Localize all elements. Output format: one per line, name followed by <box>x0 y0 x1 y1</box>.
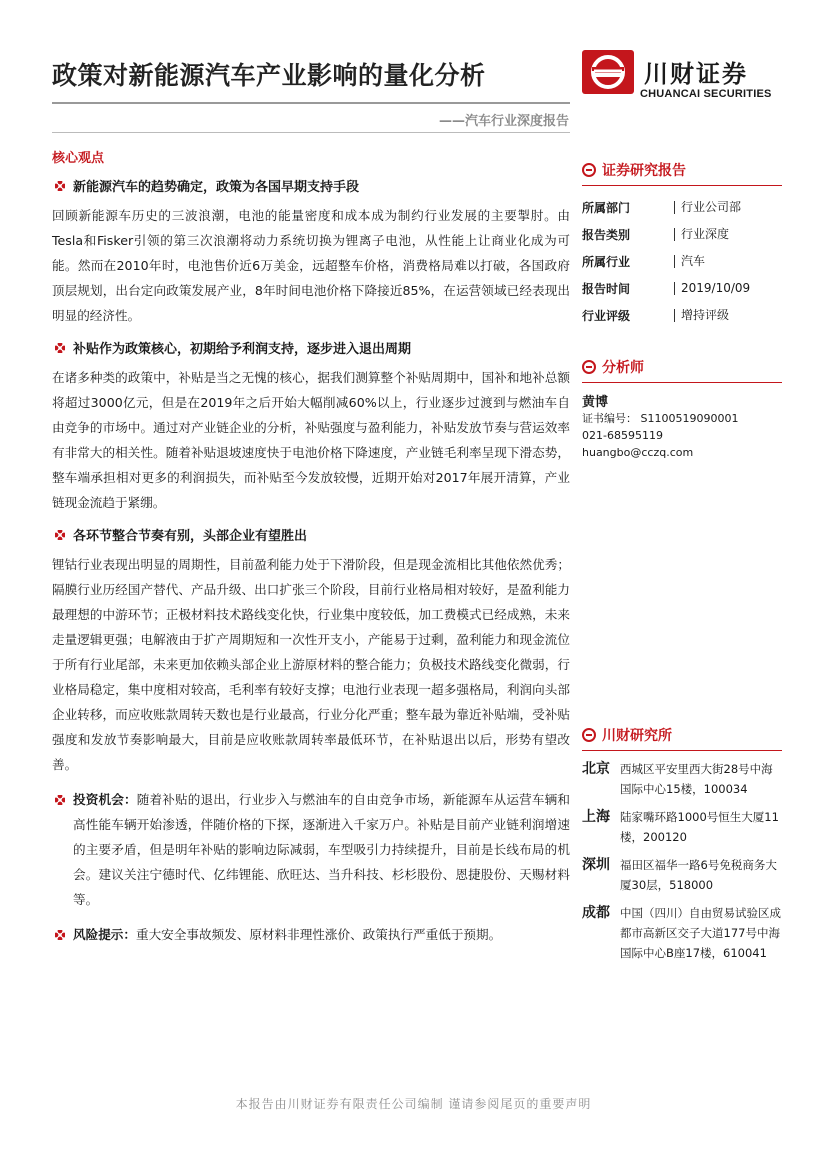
investment-paragraph <box>73 787 570 912</box>
sidebar <box>582 160 782 971</box>
info-key: 所属部门 <box>582 201 631 215</box>
analyst-heading <box>582 357 782 383</box>
report-info-heading <box>582 160 782 186</box>
office-city: 成都 <box>582 905 610 921</box>
block-paragraph: 锂钴行业表现出明显的周期性，目前盈利能力处于下滑阶段，但是现金流相比其他依然优秀；隔膜行业历经国产替代、产品升级、出口扩张三个阶段，目前行业格局相对较好，是盈利能力最理想的中游环节；正极材料技术路线变化快，行业集中度较低，加工费模式已经成熟，未来走量逻辑更强；电解液由于扩产周期短和一次性开支小，产能易于过剩，盈利能力和现金流位于所有行业尾部，未来更加依赖头部企业上游原材料的整合能力；负极技术路线变化微弱，行业格局稳定，集中度相对较高，毛利率有较好支撑；电池行业表现一超多强格局，利润向头部企业转移，而应收账款周转天数也是行业最高，行业分化严重；整车最为靠近补贴端，受补贴强度和发放节奏影响最大，目前是应收账款周转率最低环节，在补贴退出以后，形势有望改善。 <box>52 557 570 772</box>
info-key: 行业评级 <box>582 309 631 323</box>
chuancai-logo-icon <box>582 50 634 94</box>
office-city: 上海 <box>582 809 610 825</box>
office-address: 陆家嘴环路1000号恒生大厦11楼，200120 <box>620 810 779 844</box>
info-key: 报告时间 <box>582 282 631 296</box>
page-title: 政策对新能源汽车产业影响的量化分析 <box>52 61 486 90</box>
block-heading <box>52 338 570 357</box>
info-value: 行业深度 <box>674 228 729 241</box>
office-address: 西城区平安里西大街28号中海国际中心15楼，100034 <box>620 762 773 796</box>
info-key: 报告类别 <box>582 228 631 242</box>
main-content <box>52 147 570 947</box>
analyst-email[interactable]: huangbo@cczq.com <box>582 446 694 459</box>
info-row <box>582 275 782 302</box>
office-entry <box>582 759 782 799</box>
core-view-label: 核心观点 <box>52 151 105 166</box>
block-paragraph: 回顾新能源车历史的三波浪潮，电池的能量密度和成本成为制约行业发展的主要掣肘。由Tesla和Fisker引领的第三次浪潮将动力系统切换为锂离子电池，从性能上让商业化成为可能。然而在2010年时，电池售价近6万美金，远超整车价格，消费格局难以打破，各国政府顶层规划，出台定向政策发展产业，8年时间电池价格下降接近85%，在运营领域已经表现出明显的经济性。 <box>52 208 570 323</box>
block-paragraph: 在诸多种类的政策中，补贴是当之无愧的核心，据我们测算整个补贴周期中，国补和地补总额将超过3000亿元，但是在2019年之后开始大幅削减60%以上，行业逐步过渡到与燃油车自由竞争的市场中。通过对产业链企业的分析，补贴强度与盈利能力，补贴发放节奏与营运效率有非常大的相关性。随着补贴退坡速度快于电池价格下降速度，产业链毛利率呈现下滑态势，整车端承担相对更多的利润损失，而补贴至今发放较慢，近期开始对2017年展开清算，产业链现金流趋于紧绷。 <box>52 370 570 510</box>
logo-english-name: CHUANCAI SECURITIES <box>640 88 772 100</box>
office-address: 福田区福华一路6号免税商务大厦30层，518000 <box>620 858 777 892</box>
office-entry <box>582 855 782 895</box>
subtitle-divider <box>52 132 570 133</box>
page-footer: 本报告由川财证券有限责任公司编制 谨请参阅尾页的重要声明 <box>235 1097 592 1111</box>
info-value: 2019/10/09 <box>674 282 750 295</box>
office-city: 北京 <box>582 761 610 777</box>
risk-lead: 风险提示： <box>73 927 136 942</box>
info-row <box>582 221 782 248</box>
block-heading-text: 各环节整合节奏有别，头部企业有望胜出 <box>73 529 308 544</box>
institute-mark-icon <box>582 728 596 742</box>
sidebar-spacer <box>582 461 782 725</box>
investment-text: 随着补贴的退出，行业步入与燃油车的自由竞争市场，新能源车从运营车辆和高性能车辆开始渗透，伴随价格的下探，逐渐进入千家万户。补贴是目前产业链利润增速的主要矛盾，但是明年补贴的影响边际减弱，车型吸引力持续提升，目前是长线布局的机会。建议关注宁德时代、亿纬锂能、欣旺达、当升科技、杉杉股份、恩捷股份、天赐材料等。 <box>73 792 571 907</box>
info-row <box>582 248 782 275</box>
investment-block <box>52 787 570 922</box>
report-subtitle: ——汽车行业深度报告 <box>438 114 569 129</box>
analyst-name: 黄博 <box>582 395 609 410</box>
info-key: 所属行业 <box>582 255 631 269</box>
institute-heading-text: 川财研究所 <box>602 728 672 744</box>
risk-text: 重大安全事故频发、原材料非理性涨价、政策执行严重低于预期。 <box>135 927 502 942</box>
investment-lead: 投资机会： <box>73 792 137 807</box>
analyst-heading-text: 分析师 <box>602 360 644 376</box>
logo-mark-icon <box>582 50 634 94</box>
block-heading <box>52 525 570 544</box>
analyst-phone: 021-68595119 <box>582 429 663 442</box>
block-heading <box>52 176 570 195</box>
institute-heading <box>582 725 782 751</box>
office-city: 深圳 <box>582 857 610 873</box>
block-heading-text: 补贴作为政策核心，初期给予利润支持，逐步进入退出周期 <box>73 342 412 357</box>
office-address: 中国（四川）自由贸易试验区成都市高新区交子大道177号中海国际中心B座17楼，610041 <box>620 906 781 960</box>
diamond-bullet-icon <box>55 530 65 540</box>
info-value: 行业公司部 <box>674 201 741 214</box>
header-divider <box>52 102 570 104</box>
info-value: 增持评级 <box>674 309 729 322</box>
office-entry <box>582 903 782 963</box>
office-entry <box>582 807 782 847</box>
info-row <box>582 194 782 221</box>
analyst-mark-icon <box>582 360 596 374</box>
risk-paragraph <box>73 922 501 947</box>
info-row <box>582 302 782 329</box>
diamond-bullet-icon <box>55 795 65 805</box>
info-value: 汽车 <box>674 255 705 268</box>
risk-block <box>52 922 570 947</box>
diamond-bullet-icon <box>55 343 65 353</box>
analyst-cert: 证书编号： S1100519090001 <box>582 412 739 425</box>
diamond-bullet-icon <box>55 181 65 191</box>
block-heading-text: 新能源汽车的趋势确定，政策为各国早期支持手段 <box>73 180 360 195</box>
diamond-bullet-icon <box>55 930 65 940</box>
report-info-heading-text: 证券研究报告 <box>602 163 686 179</box>
logo-name: 川财证券 <box>644 60 748 88</box>
report-mark-icon <box>582 163 596 177</box>
